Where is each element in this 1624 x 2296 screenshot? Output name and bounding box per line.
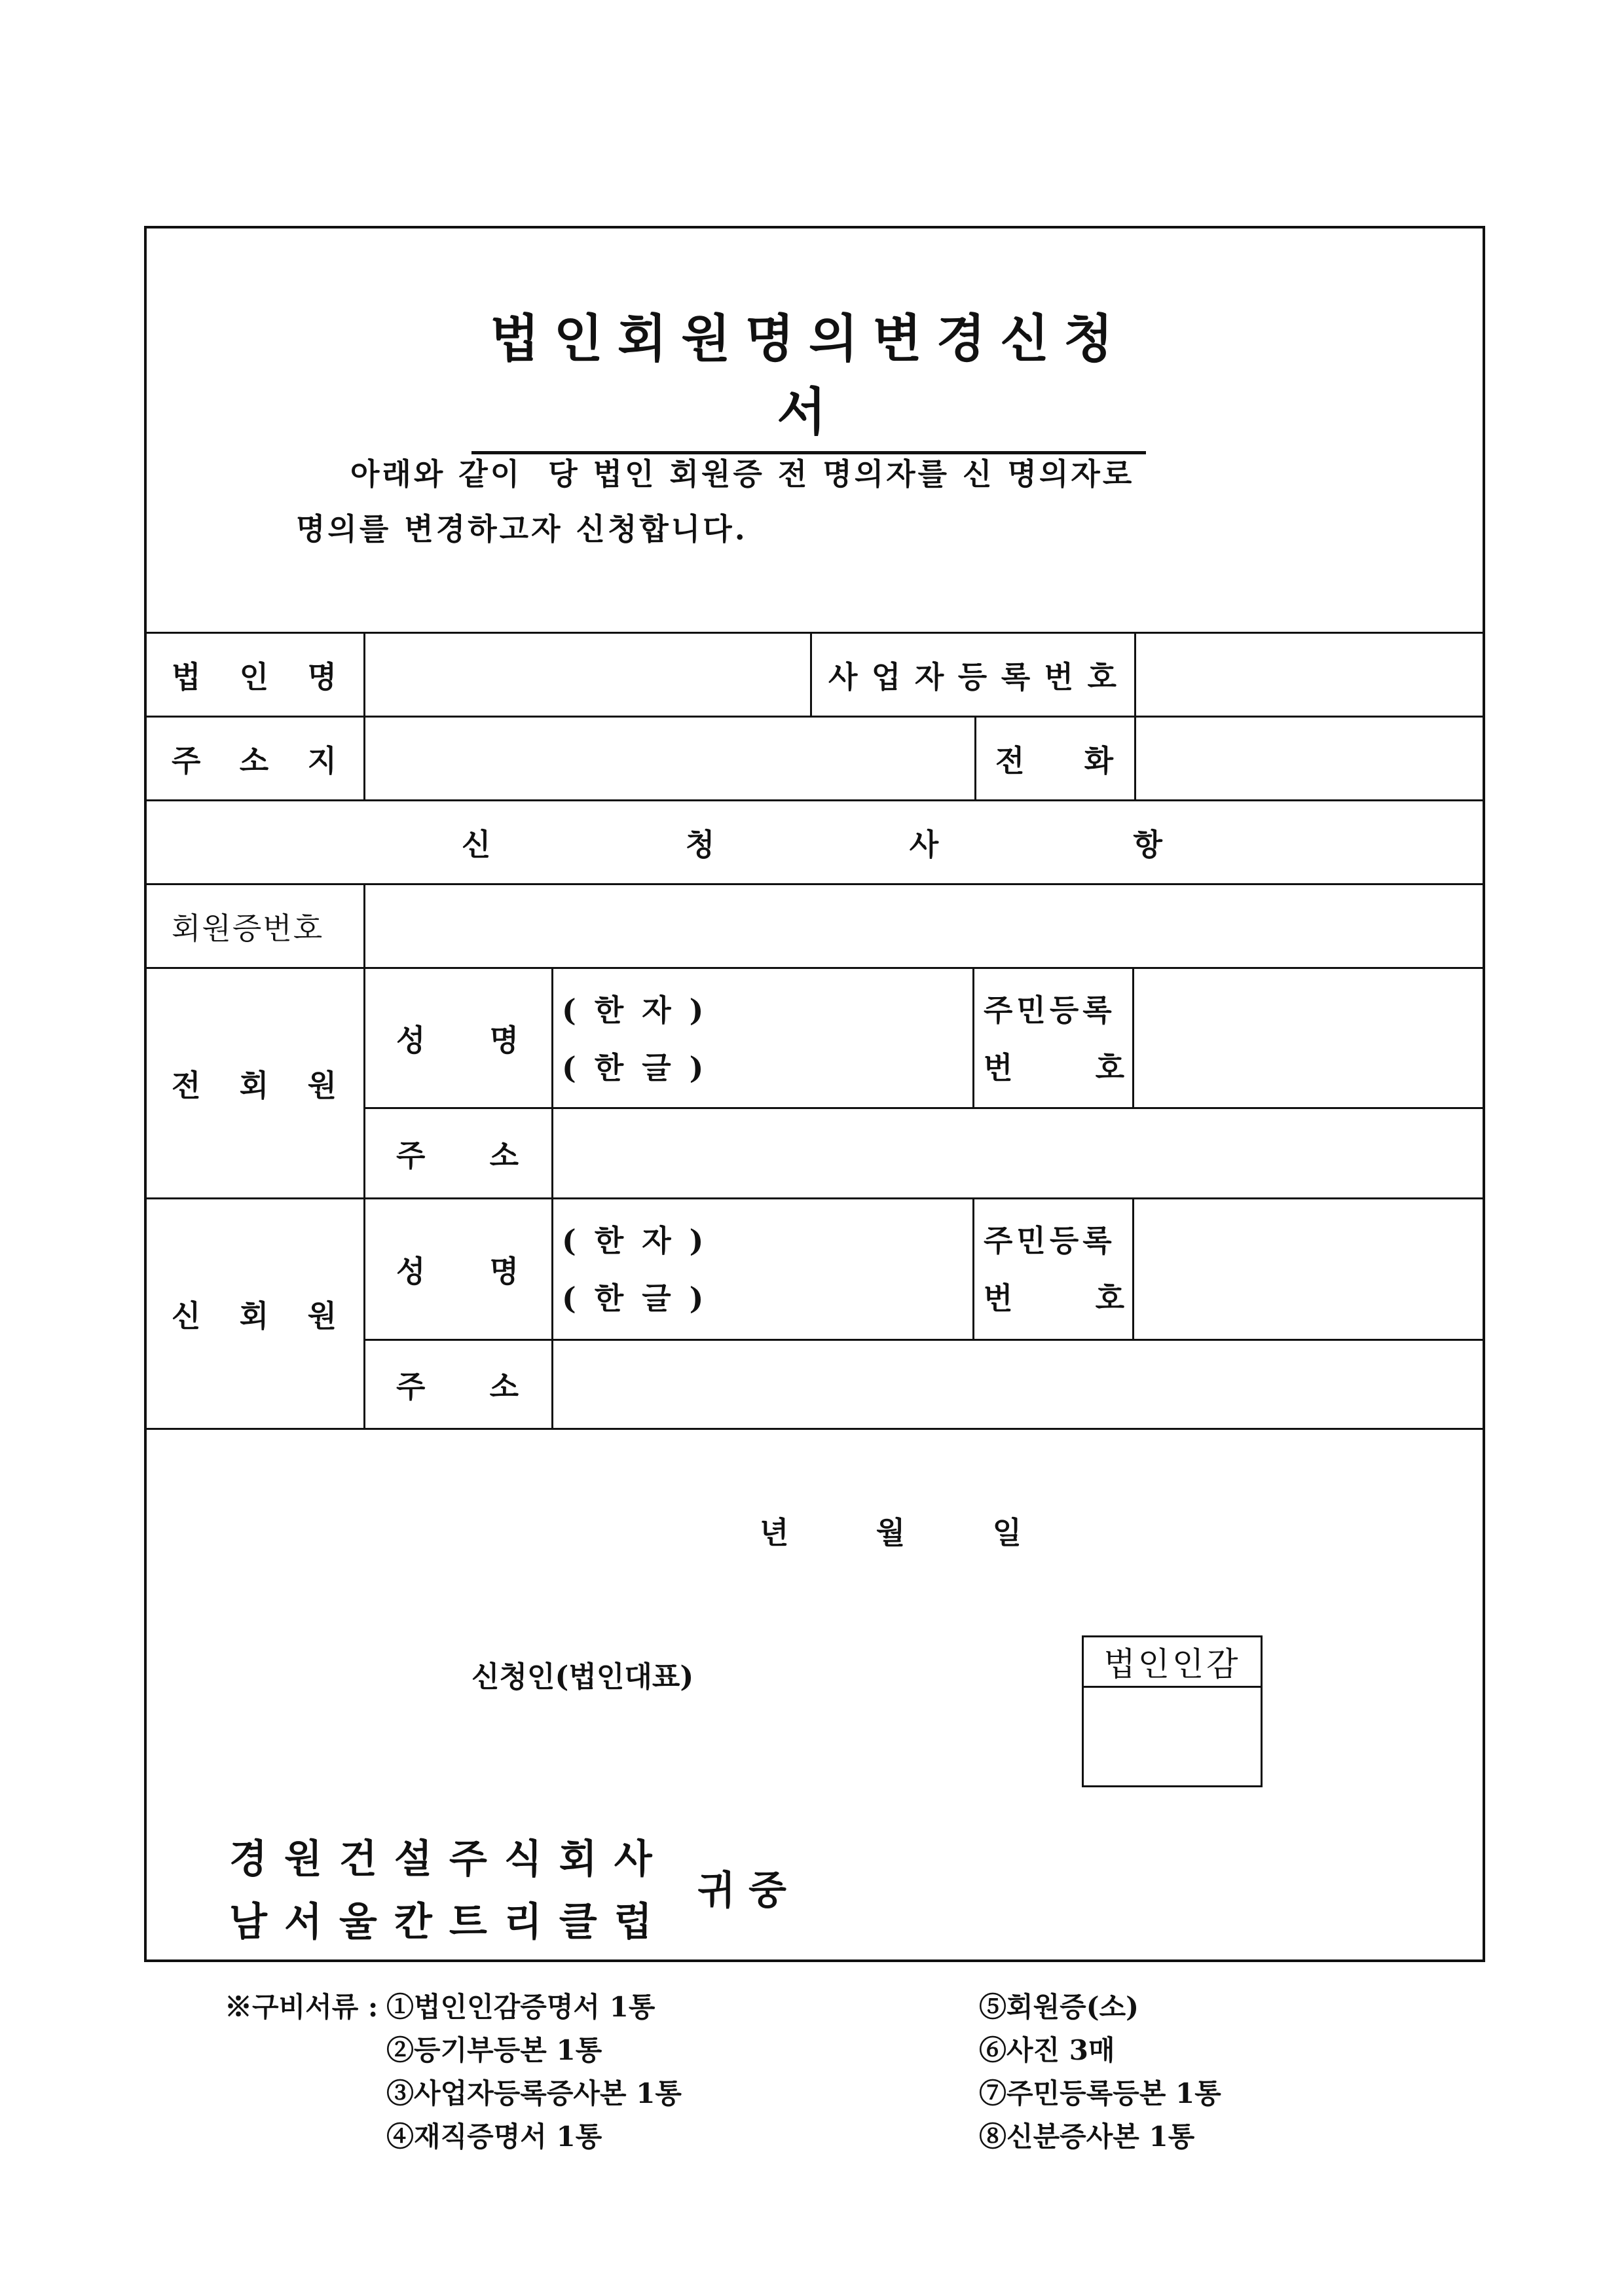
col-divider bbox=[1134, 632, 1136, 799]
new-address-label: 주 소 bbox=[396, 1368, 519, 1404]
intro-line-1: 아래와 같이 당 법인 회원증 전 명의자를 신 명의자로 bbox=[350, 456, 1135, 492]
new-hangul-label: ( 한 글 ) bbox=[562, 1281, 708, 1316]
prev-hangul-label: ( 한 글 ) bbox=[562, 1050, 708, 1085]
membership-no-input[interactable] bbox=[367, 886, 1482, 965]
corp-name-label: 법 인 명 bbox=[172, 659, 337, 695]
doc-item: ⑧신분증사본 1통 bbox=[979, 2121, 1195, 2153]
prev-name-hanja-input[interactable] bbox=[707, 983, 969, 1033]
prev-name-label: 성 명 bbox=[396, 1022, 519, 1058]
phone-label: 전 화 bbox=[995, 742, 1113, 778]
recipient-suffix: 귀중 bbox=[697, 1868, 800, 1914]
recipient-line-1: 경원건설주식회사 bbox=[229, 1836, 669, 1882]
required-docs-left bbox=[386, 1986, 682, 2159]
row-divider bbox=[145, 967, 1484, 969]
recipient-line-2: 남서울칸트리클럽 bbox=[229, 1899, 669, 1945]
col-divider bbox=[810, 632, 812, 716]
row-divider bbox=[145, 716, 1484, 718]
prev-rrn-label-2: 번 호 bbox=[984, 1050, 1124, 1085]
membership-no-label: 회원증번호 bbox=[172, 910, 324, 946]
biz-reg-no-input[interactable] bbox=[1137, 635, 1482, 714]
col-divider bbox=[974, 716, 976, 799]
col-divider bbox=[972, 967, 974, 1107]
doc-item: ⑦주민등록등본 1통 bbox=[979, 2077, 1221, 2109]
section-header: 신 청 사 항 bbox=[462, 826, 1162, 862]
prev-rrn-input[interactable] bbox=[1135, 970, 1482, 1105]
form-title: 법인회원명의변경신청서 bbox=[471, 298, 1146, 454]
previous-member-label: 전 회 원 bbox=[172, 1067, 337, 1103]
col-divider bbox=[551, 967, 553, 1428]
doc-item: ③사업자등록증사본 1통 bbox=[386, 2077, 682, 2109]
applicant-label: 신청인(법인대표) bbox=[471, 1660, 694, 1694]
prev-rrn-label-1: 주민등록 bbox=[984, 993, 1116, 1028]
new-address-input[interactable] bbox=[555, 1342, 1482, 1426]
prev-address-label: 주 소 bbox=[396, 1137, 519, 1173]
doc-item: ⑥사진 3매 bbox=[979, 2034, 1115, 2066]
required-docs-prefix: ※구비서류 : bbox=[225, 1991, 388, 2023]
row-divider bbox=[145, 1197, 1484, 1199]
new-name-label: 성 명 bbox=[396, 1253, 519, 1289]
new-rrn-label-2: 번 호 bbox=[984, 1281, 1124, 1316]
doc-item: ②등기부등본 1통 bbox=[386, 2034, 602, 2066]
doc-item: ⑤회원증(소) bbox=[979, 1991, 1139, 2023]
col-divider bbox=[363, 883, 365, 1428]
new-rrn-input[interactable] bbox=[1135, 1201, 1482, 1337]
biz-reg-no-label: 사 업 자 등 록 번 호 bbox=[828, 659, 1116, 695]
col-divider bbox=[1132, 1197, 1134, 1339]
new-name-hanja-input[interactable] bbox=[707, 1214, 969, 1264]
address-label: 주 소 지 bbox=[172, 742, 337, 778]
prev-hanja-label: ( 한 자 ) bbox=[562, 993, 708, 1028]
row-divider bbox=[145, 632, 1484, 634]
prev-address-input[interactable] bbox=[555, 1110, 1482, 1195]
col-divider bbox=[363, 632, 365, 799]
month-label: 월 bbox=[876, 1515, 906, 1550]
new-name-hangul-input[interactable] bbox=[707, 1271, 969, 1321]
date-line bbox=[760, 1509, 1022, 1552]
row-divider bbox=[363, 1107, 1484, 1109]
day-label: 일 bbox=[992, 1515, 1022, 1550]
new-rrn-label-1: 주민등록 bbox=[984, 1223, 1116, 1258]
col-divider bbox=[1132, 967, 1134, 1107]
phone-input[interactable] bbox=[1137, 719, 1482, 797]
doc-item: ①법인인감증명서 1통 bbox=[386, 1991, 655, 2023]
row-divider bbox=[363, 1339, 1484, 1341]
address-input[interactable] bbox=[367, 719, 972, 797]
seal-label: 법인인감 bbox=[1084, 1637, 1261, 1688]
corporate-seal-box[interactable] bbox=[1082, 1635, 1263, 1787]
new-member-label: 신 회 원 bbox=[172, 1298, 337, 1334]
row-divider bbox=[145, 1428, 1484, 1430]
corp-name-input[interactable] bbox=[367, 635, 808, 714]
year-label: 년 bbox=[760, 1515, 789, 1550]
doc-item: ④재직증명서 1통 bbox=[386, 2121, 602, 2153]
new-hanja-label: ( 한 자 ) bbox=[562, 1223, 708, 1258]
col-divider bbox=[972, 1197, 974, 1339]
intro-line-2: 명의를 변경하고자 신청합니다. bbox=[296, 511, 748, 547]
prev-name-hangul-input[interactable] bbox=[707, 1041, 969, 1091]
required-docs-right bbox=[979, 1986, 1221, 2159]
